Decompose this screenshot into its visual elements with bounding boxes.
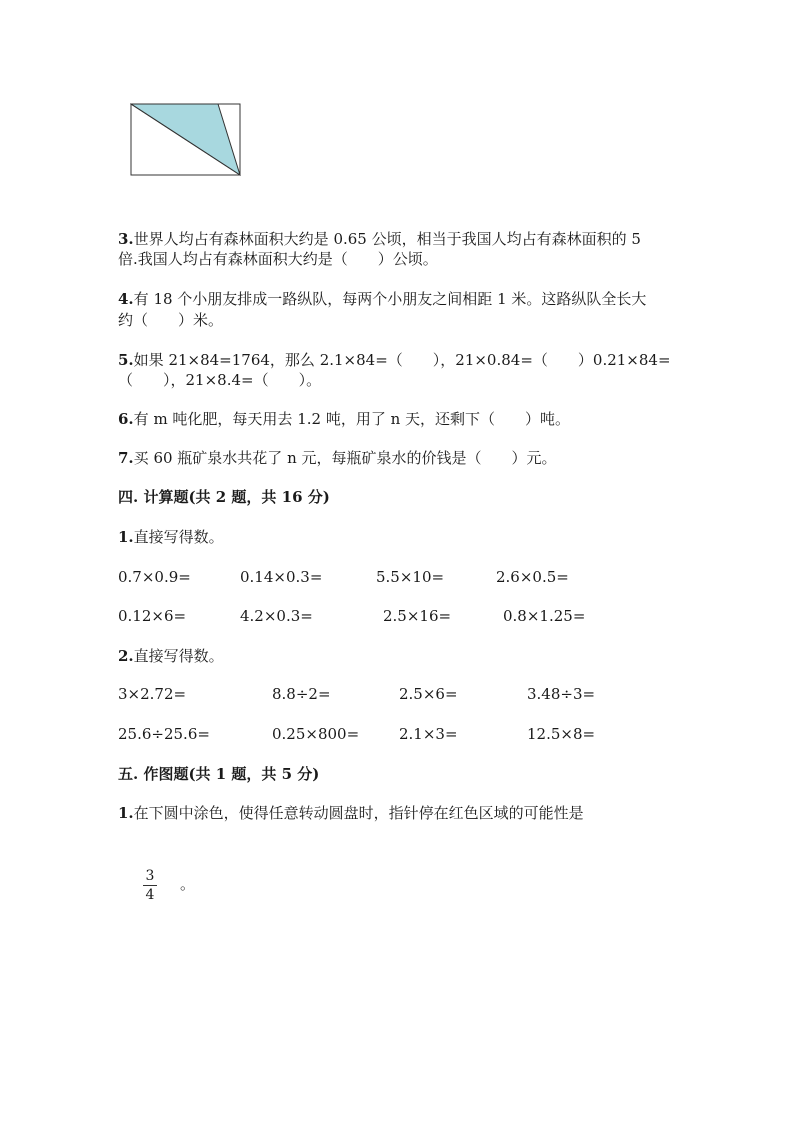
calc-item: 0.14×0.3= [240,568,323,586]
question-4-line1: 4.有 18 个小朋友排成一路纵队，每两个小朋友之间相距 1 米。这路纵队全长大 [118,290,647,308]
section-5-q1: 1.在下圆中涂色，使得任意转动圆盘时，指针停在红色区域的可能性是 [118,804,584,822]
section-4-title: 四. 计算题(共 2 题，共 16 分) [118,488,330,506]
calc-item: 2.5×16= [383,607,452,625]
calc-item: 2.5×6= [399,685,458,703]
question-3-line2: 倍.我国人均占有森林面积大约是（ ）公顷。 [118,250,438,268]
calc-item: 0.8×1.25= [503,607,586,625]
section-4-q1: 1.直接写得数。 [118,528,224,546]
section-4-q2: 2.直接写得数。 [118,647,224,665]
question-5-line2: （ ），21×8.4=（ ）。 [118,371,322,389]
section-5-title: 五. 作图题(共 1 题，共 5 分) [118,765,320,783]
fraction-bar [143,885,157,886]
calc-item: 3×2.72= [118,685,187,703]
calc-item: 5.5×10= [376,568,445,586]
calc-item: 0.12×6= [118,607,187,625]
calc-item: 3.48÷3= [527,685,596,703]
calc-item: 2.1×3= [399,725,458,743]
question-3-line1: 3.世界人均占有森林面积大约是 0.65 公顷，相当于我国人均占有森林面积的 5 [118,230,641,248]
question-6: 6.有 m 吨化肥，每天用去 1.2 吨，用了 n 天，还剩下（ ）吨。 [118,410,571,428]
trapezoid-figure [130,103,242,179]
calc-item: 4.2×0.3= [240,607,313,625]
fraction-denominator: 4 [145,887,155,903]
question-7: 7.买 60 瓶矿泉水共花了 n 元，每瓶矿泉水的价钱是（ ）元。 [118,449,557,467]
question-5-line1: 5.如果 21×84=1764，那么 2.1×84=（ ），21×0.84=（ ）0.21×84= [118,351,671,369]
question-4-line2: 约（ ）米。 [118,311,224,329]
calc-item: 2.6×0.5= [496,568,569,586]
calc-item: 0.25×800= [272,725,360,743]
calc-item: 12.5×8= [527,725,596,743]
period-mark: 。 [180,875,196,893]
fraction-numerator: 3 [145,868,155,884]
calc-item: 8.8÷2= [272,685,331,703]
calc-item: 0.7×0.9= [118,568,191,586]
calc-item: 25.6÷25.6= [118,725,210,743]
fraction-three-quarters [143,868,157,903]
